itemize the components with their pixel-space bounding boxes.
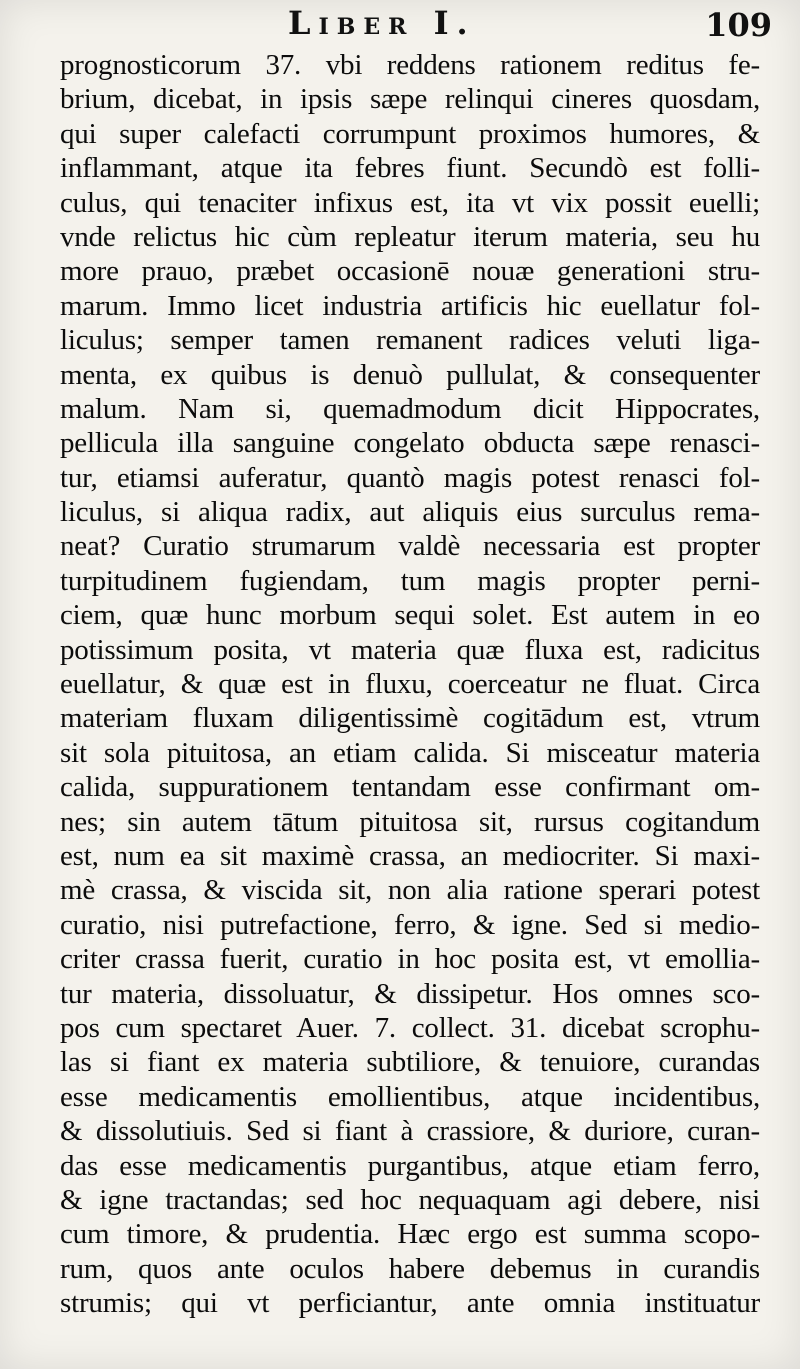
text-line: neat? Curatio strumarum valdè necessaria est propter bbox=[60, 530, 760, 563]
text-line: pellicula illa sanguine congelato obducta sæpe renasci- bbox=[60, 427, 760, 460]
text-line: esse medicamentis emollientibus, atque incidentibus, bbox=[60, 1080, 760, 1113]
text-line: curatio, nisi putrefactione, ferro, & igne. Sed si medio- bbox=[60, 908, 760, 941]
text-line: brium, dicebat, in ipsis sæpe relinqui cineres quosdam, bbox=[60, 83, 760, 116]
text-line: las si fiant ex materia subtiliore, & tenuiore, curandas bbox=[60, 1046, 760, 1079]
text-line: rum, quos ante oculos habere debemus in curandis bbox=[60, 1252, 760, 1285]
text-line: mè crassa, & viscida sit, non alia ratione sperari potest bbox=[60, 874, 760, 907]
page-number: 109 bbox=[705, 6, 772, 44]
text-line: tur, etiamsi auferatur, quantò magis potest renasci fol- bbox=[60, 461, 760, 494]
text-line: strumis; qui vt perficiantur, ante omnia instituatur bbox=[60, 1287, 760, 1320]
text-line: pos cum spectaret Auer. 7. collect. 31. dicebat scrophu- bbox=[60, 1011, 760, 1044]
text-line: menta, ex quibus is denuò pullulat, & consequenter bbox=[60, 358, 760, 391]
text-line: cum timore, & prudentia. Hæc ergo est summa scopo- bbox=[60, 1218, 760, 1251]
text-line: calida, suppurationem tentandam esse confirmant om- bbox=[60, 771, 760, 804]
text-line: & igne tractandas; sed hoc nequaquam agi debere, nisi bbox=[60, 1183, 760, 1216]
text-line: prognosticorum 37. vbi reddens rationem reditus fe- bbox=[60, 49, 760, 81]
text-line: marum. Immo licet industria artificis hic euellatur fol- bbox=[60, 289, 760, 322]
body-text bbox=[60, 48, 760, 1320]
text-line: inflammant, atque ita febres fiunt. Secundò est folli- bbox=[60, 152, 760, 185]
text-line: liculus; semper tamen remanent radices veluti liga- bbox=[60, 324, 760, 357]
text-line: & dissolutiuis. Sed si fiant à crassiore, & duriore, curan- bbox=[60, 1115, 760, 1148]
text-line: nes; sin autem tātum pituitosa sit, rursus cogitandum bbox=[60, 805, 760, 838]
text-line: das esse medicamentis purgantibus, atque etiam ferro, bbox=[60, 1149, 760, 1182]
text-line: est, num ea sit maximè crassa, an mediocriter. Si maxi- bbox=[60, 839, 760, 872]
running-head: Liber I. bbox=[288, 4, 476, 42]
text-line: culus, qui tenaciter infixus est, ita vt vix possit euelli; bbox=[60, 186, 760, 219]
page-header bbox=[60, 2, 772, 46]
text-line: criter crassa fuerit, curatio in hoc posita est, vt emollia- bbox=[60, 943, 760, 976]
text-line: potissimum posita, vt materia quæ fluxa est, radicitus bbox=[60, 633, 760, 666]
text-line: tur materia, dissoluatur, & dissipetur. Hos omnes sco- bbox=[60, 977, 760, 1010]
text-line: sit sola pituitosa, an etiam calida. Si misceatur materia bbox=[60, 736, 760, 769]
text-line: liculus, si aliqua radix, aut aliquis eius surculus rema- bbox=[60, 496, 760, 529]
text-line: more prauo, præbet occasionē nouæ generationi stru- bbox=[60, 255, 760, 288]
text-line: euellatur, & quæ est in fluxu, coerceatur ne fluat. Circa bbox=[60, 668, 760, 701]
text-line: malum. Nam si, quemadmodum dicit Hippocrates, bbox=[60, 392, 760, 425]
text-line: materiam fluxam diligentissimè cogitādum est, vtrum bbox=[60, 702, 760, 735]
text-line: qui super calefacti corrumpunt proximos humores, & bbox=[60, 117, 760, 150]
text-line: turpitudinem fugiendam, tum magis propter perni- bbox=[60, 564, 760, 597]
text-line: vnde relictus hic cùm repleatur iterum materia, seu hu bbox=[60, 220, 760, 253]
text-line: ciem, quæ hunc morbum sequi solet. Est autem in eo bbox=[60, 599, 760, 632]
